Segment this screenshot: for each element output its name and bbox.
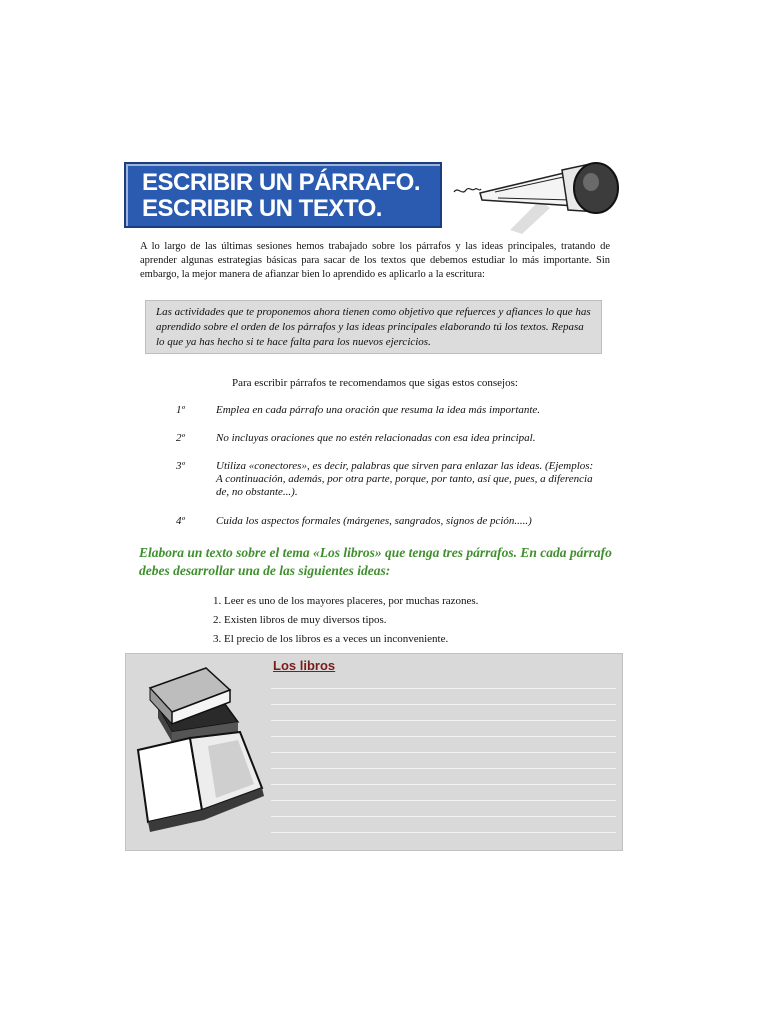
writing-panel-title: Los libros [273, 658, 336, 673]
idea-item: 3. El precio de los libros es a veces un inconveniente. [213, 633, 449, 645]
task-heading: Elabora un texto sobre el tema «Los libros» que tenga tres párrafos. En cada párrafo debes desarrollar una de las siguientes ideas: [139, 545, 612, 578]
intro-paragraph: A lo largo de las últimas sesiones hemos trabajado sobre los párrafos y las ideas principales, tratando de aprender algunas estrategias básicas para sacar de los textos que debemos estudiar lo más importante. Sin embargo, la mejor manera de afianzar bien lo aprendido es aplicarlo a la escritura: [140, 241, 610, 280]
tip-text: Utiliza «conectores», es decir, palabras que sirven para enlazar las ideas. (Ejemplos: A continuación, además, por otra parte, porque, por tanto, así que, pues, a diferencia de, no obstante...). [216, 460, 594, 498]
writing-line[interactable] [271, 704, 616, 705]
books-icon [130, 660, 266, 846]
title-line-2: ESCRIBIR UN TEXTO. [142, 195, 382, 222]
writing-line[interactable] [271, 784, 616, 785]
tip-number: 4º [176, 515, 185, 527]
callout-box: Las actividades que te proponemos ahora tienen como objetivo que refuerces y afiances lo que has aprendido sobre el orden de los párrafos y las ideas principales elaborando tú los textos. Repasa lo que ya has hecho si te hace falta para los nuevos ejercicios. [145, 300, 602, 354]
page-title [124, 162, 442, 228]
writing-line[interactable] [271, 720, 616, 721]
writing-line[interactable] [271, 816, 616, 817]
tip-text: Emplea en cada párrafo una oración que resuma la idea más importante. [216, 404, 541, 416]
title-line-1: ESCRIBIR UN PÁRRAFO. [142, 169, 421, 196]
writing-line[interactable] [271, 768, 616, 769]
advice-intro: Para escribir párrafos te recomendamos que sigas estos consejos: [232, 377, 518, 389]
writing-line[interactable] [271, 800, 616, 801]
writing-line[interactable] [271, 832, 616, 833]
tip-number: 2º [176, 432, 185, 444]
writing-panel [125, 653, 623, 851]
writing-line[interactable] [271, 736, 616, 737]
writing-line[interactable] [271, 752, 616, 753]
telescope-icon [450, 160, 622, 234]
tip-text: No incluyas oraciones que no estén relacionadas con esa idea principal. [216, 432, 536, 444]
tip-number: 1º [176, 404, 185, 416]
tip-text: Cuida los aspectos formales (márgenes, sangrados, signos de pción.....) [216, 515, 532, 527]
idea-item: 1. Leer es uno de los mayores placeres, por muchas razones. [213, 595, 479, 607]
idea-item: 2. Existen libros de muy diversos tipos. [213, 614, 387, 626]
tip-number: 3º [176, 460, 185, 472]
ideas-list [213, 592, 478, 649]
writing-line[interactable] [271, 688, 616, 689]
